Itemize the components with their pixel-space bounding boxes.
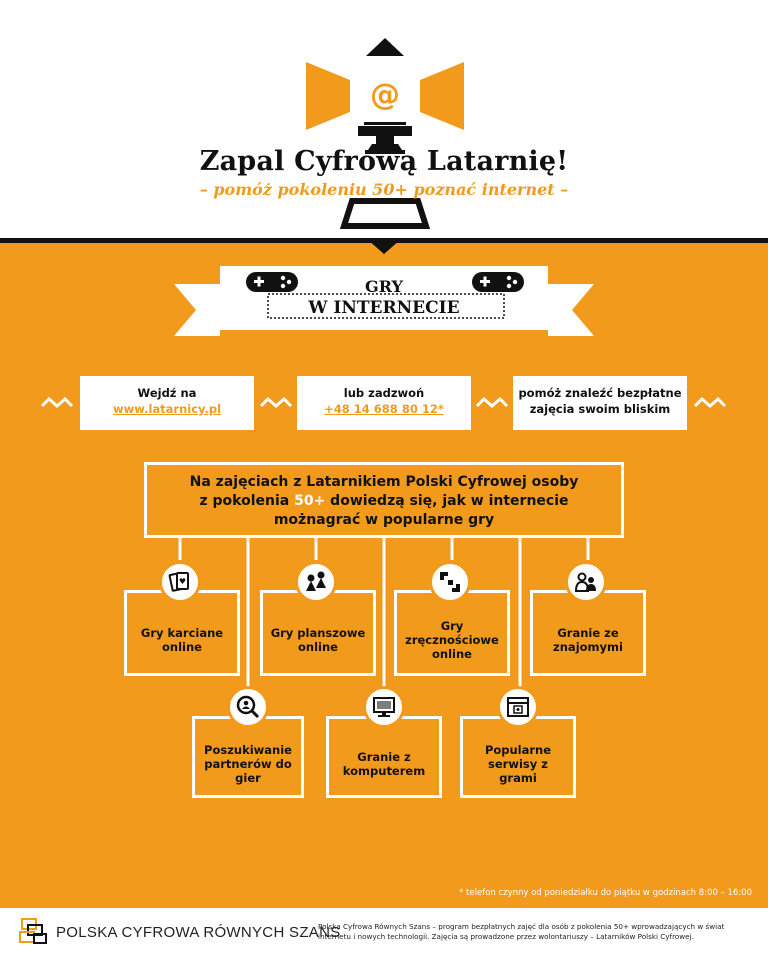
gamepad-icon (244, 269, 300, 295)
wave-separator (475, 396, 509, 410)
contact-label: Wejdź na (137, 386, 197, 400)
age-highlight: 50+ (294, 493, 326, 509)
board-game-pawns-icon (295, 561, 337, 603)
search-person-icon (227, 686, 269, 728)
intro-line: z pokolenia 50+ dowiedzą się, jak w internecie (199, 493, 569, 509)
category-card-computer (326, 716, 442, 798)
svg-text:♥: ♥ (178, 577, 187, 586)
phone-hours-footnote: * telefon czynny od poniedziałku do piątku w godzinach 8:00 – 16:00 (459, 888, 752, 898)
contact-label: zajęcia swoim bliskim (529, 402, 671, 416)
intro-line: możnagrać w popularne gry (273, 512, 495, 528)
category-label: Gry planszowe online (270, 626, 366, 654)
website-link[interactable]: www.latarnicy.pl (112, 402, 222, 416)
contact-label: pomóż znaleźć bezpłatne (518, 386, 682, 400)
category-label: Popularne serwisy z grami (484, 743, 552, 785)
contact-box-website (80, 376, 254, 430)
category-label: Granie ze znajomymi (553, 626, 623, 654)
friends-icon (565, 561, 607, 603)
browser-window-icon (497, 686, 539, 728)
section-arrow-icon (368, 240, 400, 254)
contact-label: lub zadzwoń (343, 386, 425, 400)
banner-title-line2: W INTERNECIE (308, 298, 460, 318)
computer-icon (363, 686, 405, 728)
arcade-pixel-icon (429, 561, 471, 603)
category-label: Poszukiwanie partnerów do gier (204, 743, 292, 785)
category-label: Gry karciane online (140, 626, 224, 654)
intro-line: Na zajęciach z Latarnikiem Polski Cyfrowej osoby (189, 474, 579, 490)
banner-title-line1: GRY (365, 277, 403, 296)
intro-box (144, 462, 624, 538)
category-card-services (460, 716, 576, 798)
org-description: Polska Cyfrowa Równych Szans – program bezpłatnych zajęć dla osób z pokolenia 50+ wprowadzających w świat internetu i nowych technologii. Zajęcia są prowadzone przez wolontariuszy – Latarników Polski Cyfrowej. (318, 922, 725, 941)
category-label: Granie z komputerem (342, 750, 426, 778)
polska-cyfrowa-logo (18, 916, 50, 946)
gamepad-icon (470, 269, 526, 295)
page-subtitle: – pomóż pokoleniu 50+ poznać internet – (199, 180, 569, 199)
wave-separator (40, 396, 74, 410)
page-title: Zapal Cyfrową Latarnię! (199, 146, 569, 177)
wave-separator (259, 396, 293, 410)
contact-box-help (513, 376, 687, 430)
category-label: Gry zręcznościowe online (405, 619, 499, 661)
at-sign-icon: @ (370, 77, 400, 113)
category-card-partners (192, 716, 304, 798)
wave-separator (693, 396, 727, 410)
cards-icon (159, 561, 201, 603)
org-name: POLSKA CYFROWA RÓWNYCH SZANS (56, 924, 341, 941)
contact-box-phone (297, 376, 471, 430)
phone-link[interactable]: +48 14 688 80 12* (324, 402, 444, 416)
